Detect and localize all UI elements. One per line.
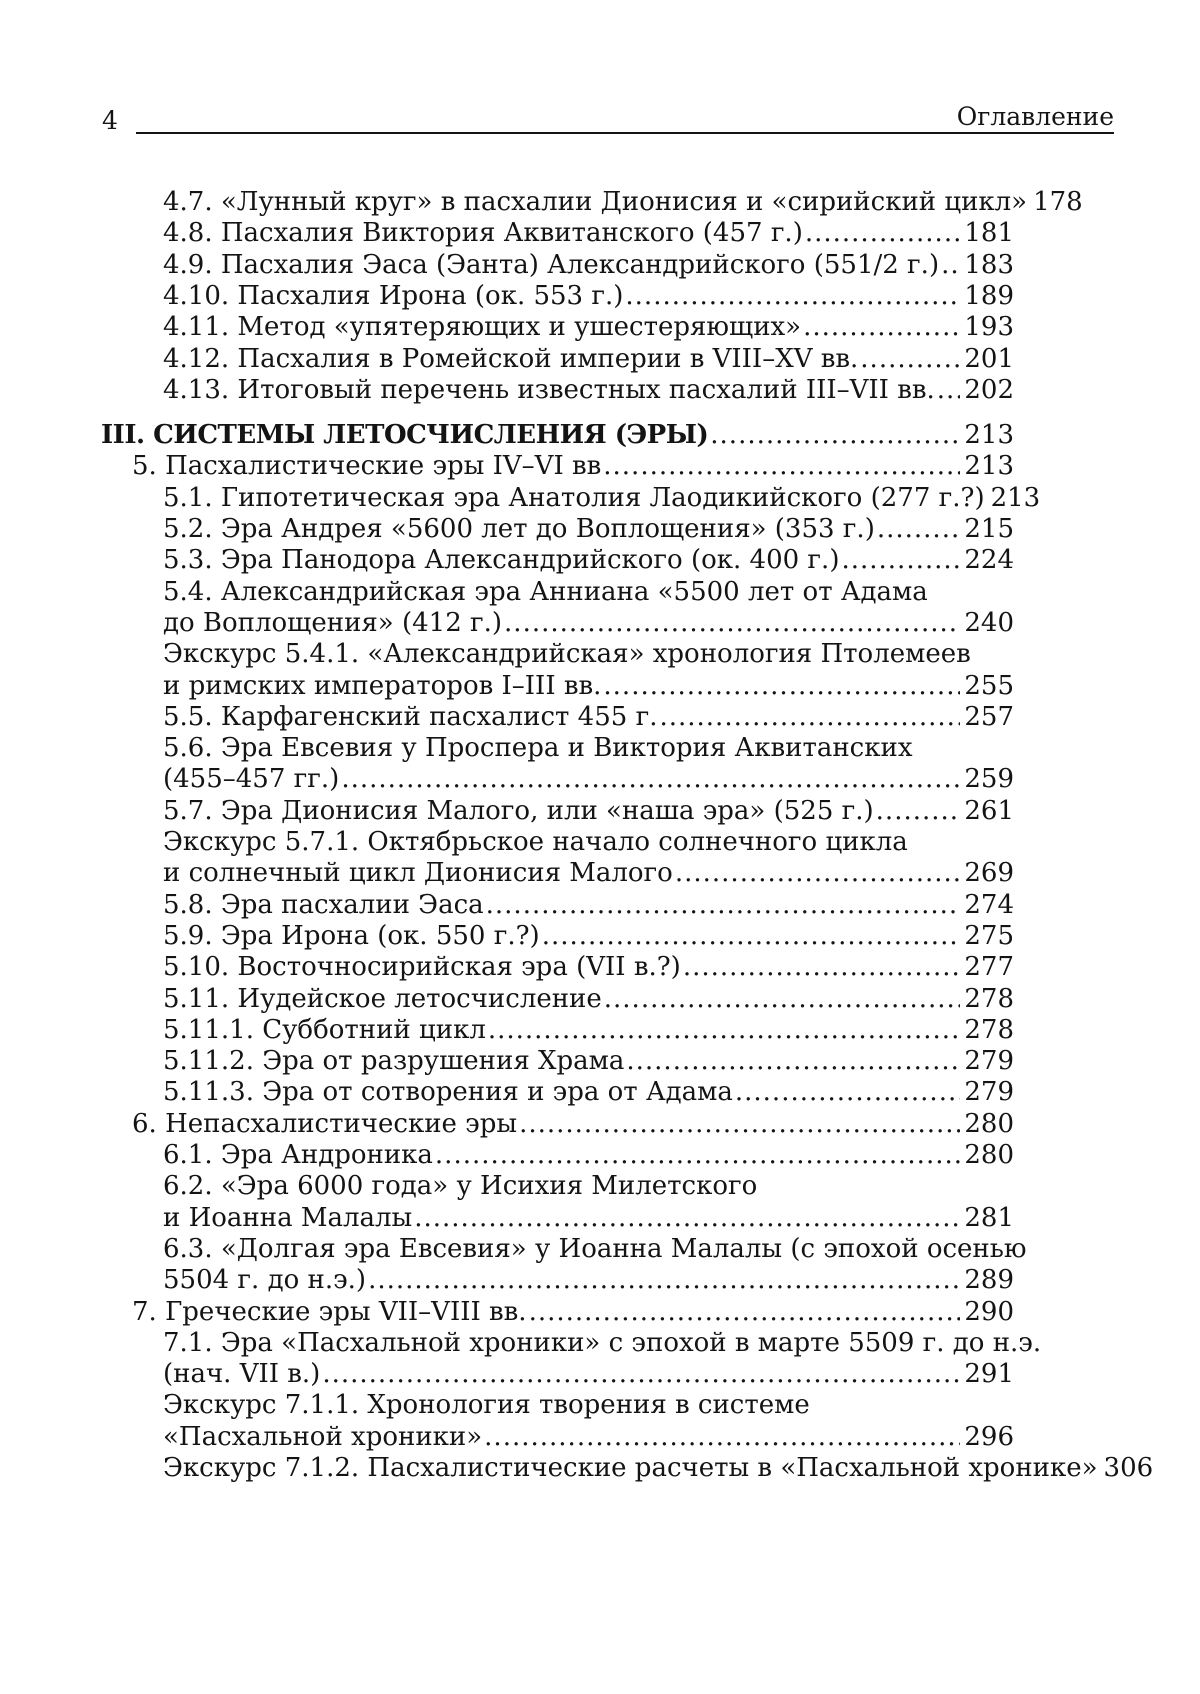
toc-entry[interactable] [163,482,1014,515]
toc-entry[interactable] [163,513,1014,546]
dot-leader [603,670,960,703]
toc-page-number: 278 [964,983,1014,1016]
toc-page-number: 279 [964,1045,1014,1078]
toc-entry-title: 7. Греческие эры VII–VIII вв. [132,1296,527,1329]
toc-entry[interactable] [163,1264,1014,1297]
toc-entry[interactable] [163,920,1014,953]
toc-entry[interactable] [163,1421,1014,1454]
toc-page-number: 178 [1033,186,1083,219]
toc-entry-title: 6.2. «Эра 6000 года» у Исихия Милетского [163,1170,757,1203]
toc-entry-title: 5.9. Эра Ирона (ок. 550 г.?) [163,920,540,953]
toc-entry[interactable] [163,1358,1014,1391]
dot-leader [625,280,960,313]
toc-page-number: 279 [964,1076,1014,1109]
toc-entry-title-continued: «Пасхальной хроники» [163,1421,482,1454]
toc-entry-title: Экскурс 5.4.1. «Александрийская» хронология Птолемеев [163,638,971,671]
dot-leader [519,1108,960,1141]
toc-entry[interactable] [163,1452,1014,1485]
toc-entry[interactable] [163,343,1014,376]
dot-leader [803,311,960,344]
toc-page-number: 255 [964,670,1014,703]
toc-page-number: 202 [964,374,1014,407]
dot-leader [603,450,960,483]
toc-entry[interactable] [163,638,971,671]
dot-leader [604,983,961,1016]
toc-page-number: 291 [964,1358,1014,1391]
toc-entry[interactable] [163,607,1014,640]
toc-entry[interactable] [163,576,928,609]
toc-page-number: 257 [964,701,1014,734]
toc-page-number: 189 [964,280,1014,313]
toc-page-number: 224 [964,544,1014,577]
dot-leader [322,1358,960,1391]
toc-entry-title: 5.5. Карфагенский пасхалист 455 г. [163,701,657,734]
dot-leader [626,1045,960,1078]
toc-entry[interactable] [163,983,1014,1016]
toc-entry[interactable] [132,450,1014,483]
toc-entry-title: 5.2. Эра Андрея «5600 лет до Воплощения» (353 г.) [163,513,875,546]
toc-entry-title: 4.7. «Лунный круг» в пасхалии Дионисия и «сирийский цикл» [163,186,1027,219]
dot-leader [488,1014,961,1047]
toc-entry-title: 5.8. Эра пасхалии Эаса [163,889,484,922]
toc-entry-title: 6.3. «Долгая эра Евсевия» у Иоанна Малалы (с эпохой осенью [163,1233,1027,1266]
toc-entry[interactable] [163,1076,1014,1109]
dot-leader [659,701,960,734]
page-number: 4 [102,108,118,133]
dot-leader [710,419,960,452]
toc-entry[interactable] [163,186,1014,219]
dot-leader [877,513,961,546]
toc-page-number: 296 [964,1421,1014,1454]
dot-leader [414,1202,960,1235]
toc-entry-title: 5.11.2. Эра от разрушения Храма [163,1045,624,1078]
toc-entry[interactable] [163,311,1014,344]
toc-entry[interactable] [163,826,908,859]
toc-entry[interactable] [163,1014,1014,1047]
toc-entry-title: 4.8. Пасхалия Виктория Аквитанского (457 г.) [163,217,803,250]
toc-entry-title: 4.12. Пасхалия в Ромейской империи в VIII–XV вв. [163,343,858,376]
toc-page-number: 181 [964,217,1014,250]
dot-leader [876,795,961,828]
toc-entry-title: 5.10. Восточносирийская эра (VII в.?) [163,951,681,984]
dot-leader [341,763,960,796]
toc-entry-title-continued: до Воплощения» (412 г.) [163,607,502,640]
toc-page-number: 259 [964,763,1014,796]
dot-leader [675,857,961,890]
toc-entry[interactable] [163,732,912,765]
toc-entry[interactable] [163,544,1014,577]
dot-leader [937,374,961,407]
toc-entry[interactable] [163,1202,1014,1235]
toc-entry-title: 5.11.3. Эра от сотворения и эра от Адама [163,1076,733,1109]
toc-entry[interactable] [132,1108,1014,1141]
toc-page-number: 213 [991,482,1041,515]
toc-entry[interactable] [163,1170,757,1203]
dot-leader [735,1076,960,1109]
toc-part-heading[interactable] [101,419,1014,452]
toc-page-number: 280 [964,1108,1014,1141]
toc-entry[interactable] [163,701,1014,734]
toc-page-number: 240 [964,607,1014,640]
toc-entry-title: 4.9. Пасхалия Эаса (Эанта) Александрийского (551/2 г.) [163,249,939,282]
toc-entry-title: 5. Пасхалистические эры IV–VI вв [132,450,601,483]
dot-leader [841,544,960,577]
toc-entry[interactable] [163,889,1014,922]
toc-page-number: 275 [964,920,1014,953]
toc-page-number: 183 [964,249,1014,282]
dot-leader [860,343,960,376]
toc-page-number: 306 [1104,1452,1154,1485]
toc-entry-title: 6. Непасхалистические эры [132,1108,517,1141]
toc-page-number: 278 [964,1014,1014,1047]
toc-entry-title: Экскурс 7.1.1. Хронология творения в системе [163,1389,810,1422]
toc-entry-title: III. СИСТЕМЫ ЛЕТОСЧИСЛЕНИЯ (ЭРЫ) [101,419,708,452]
toc-entry[interactable] [163,1139,1014,1172]
page-header [102,92,1114,136]
toc-entry-title: 5.1. Гипотетическая эра Анатолия Лаодикийского (277 г.?) [163,482,985,515]
running-title: Оглавление [957,104,1114,130]
toc-page-number: 274 [964,889,1014,922]
toc-entry[interactable] [163,374,1014,407]
toc-page-number: 281 [964,1202,1014,1235]
toc-entry[interactable] [163,763,1014,796]
toc-entry-title: 4.10. Пасхалия Ирона (ок. 553 г.) [163,280,623,313]
toc-entry[interactable] [163,857,1014,890]
toc-entry-title: 5.11.1. Субботний цикл [163,1014,486,1047]
toc-entry[interactable] [163,1045,1014,1078]
header-rule [136,132,1114,134]
toc-entry-title: 5.4. Александрийская эра Анниана «5500 лет от Адама [163,576,928,609]
toc-entry[interactable] [163,951,1014,984]
toc-entry-title: 5.11. Иудейское летосчисление [163,983,602,1016]
toc-entry-title: 5.7. Эра Дионисия Малого, или «наша эра» (525 г.) [163,795,874,828]
dot-leader [805,217,961,250]
toc-page-number: 280 [964,1139,1014,1172]
toc-entry-title: 4.11. Метод «упятеряющих и ушестеряющих» [163,311,801,344]
dot-leader [529,1296,961,1329]
dot-leader [683,951,961,984]
toc-entry[interactable] [163,795,1014,828]
toc-entry-title: 6.1. Эра Андроника [163,1139,433,1172]
toc-entry-title-continued: (455–457 гг.) [163,763,339,796]
dot-leader [486,889,961,922]
toc-entry[interactable] [163,217,1014,250]
toc-page-number: 213 [964,419,1014,452]
dot-leader [435,1139,960,1172]
toc-page-number: 193 [964,311,1014,344]
toc-entry-title: 4.13. Итоговый перечень известных пасхалий III–VII вв. [163,374,935,407]
toc-page-number: 261 [964,795,1014,828]
toc-entry-title-continued: (нач. VII в.) [163,1358,320,1391]
toc-entry-title: 5.3. Эра Панодора Александрийского (ок. 400 г.) [163,544,839,577]
dot-leader [542,920,961,953]
toc-entry-title-continued: и римских императоров I–III вв. [163,670,601,703]
toc-page-number: 213 [964,450,1014,483]
toc-page-number: 269 [964,857,1014,890]
toc-entry-title: Экскурс 5.7.1. Октябрьское начало солнечного цикла [163,826,908,859]
toc-entry-title: 5.6. Эра Евсевия у Проспера и Виктория Аквитанских [163,732,912,765]
toc-page-number: 277 [964,951,1014,984]
toc-entry[interactable] [163,1233,1027,1266]
dot-leader [368,1264,960,1297]
dot-leader [504,607,960,640]
toc-entry-title-continued: и солнечный цикл Дионисия Малого [163,857,673,890]
dot-leader [484,1421,960,1454]
toc-entry-title: 7.1. Эра «Пасхальной хроники» с эпохой в марте 5509 г. до н.э. [163,1327,1041,1360]
toc-entry-title: Экскурс 7.1.2. Пасхалистические расчеты в «Пасхальной хронике» [163,1452,1098,1485]
toc-entry-title-continued: и Иоанна Малалы [163,1202,412,1235]
toc-page-number: 289 [964,1264,1014,1297]
toc-page-number: 290 [964,1296,1014,1329]
toc-entry[interactable] [132,1296,1014,1329]
toc-entry[interactable] [163,1389,810,1422]
toc-page-number: 201 [964,343,1014,376]
toc-entry[interactable] [163,280,1014,313]
toc-page-number: 215 [964,513,1014,546]
toc-entry[interactable] [163,670,1014,703]
toc-entry-title-continued: 5504 г. до н.э.) [163,1264,366,1297]
dot-leader [941,249,960,282]
toc-entry[interactable] [163,249,1014,282]
toc-entry[interactable] [163,1327,1041,1360]
